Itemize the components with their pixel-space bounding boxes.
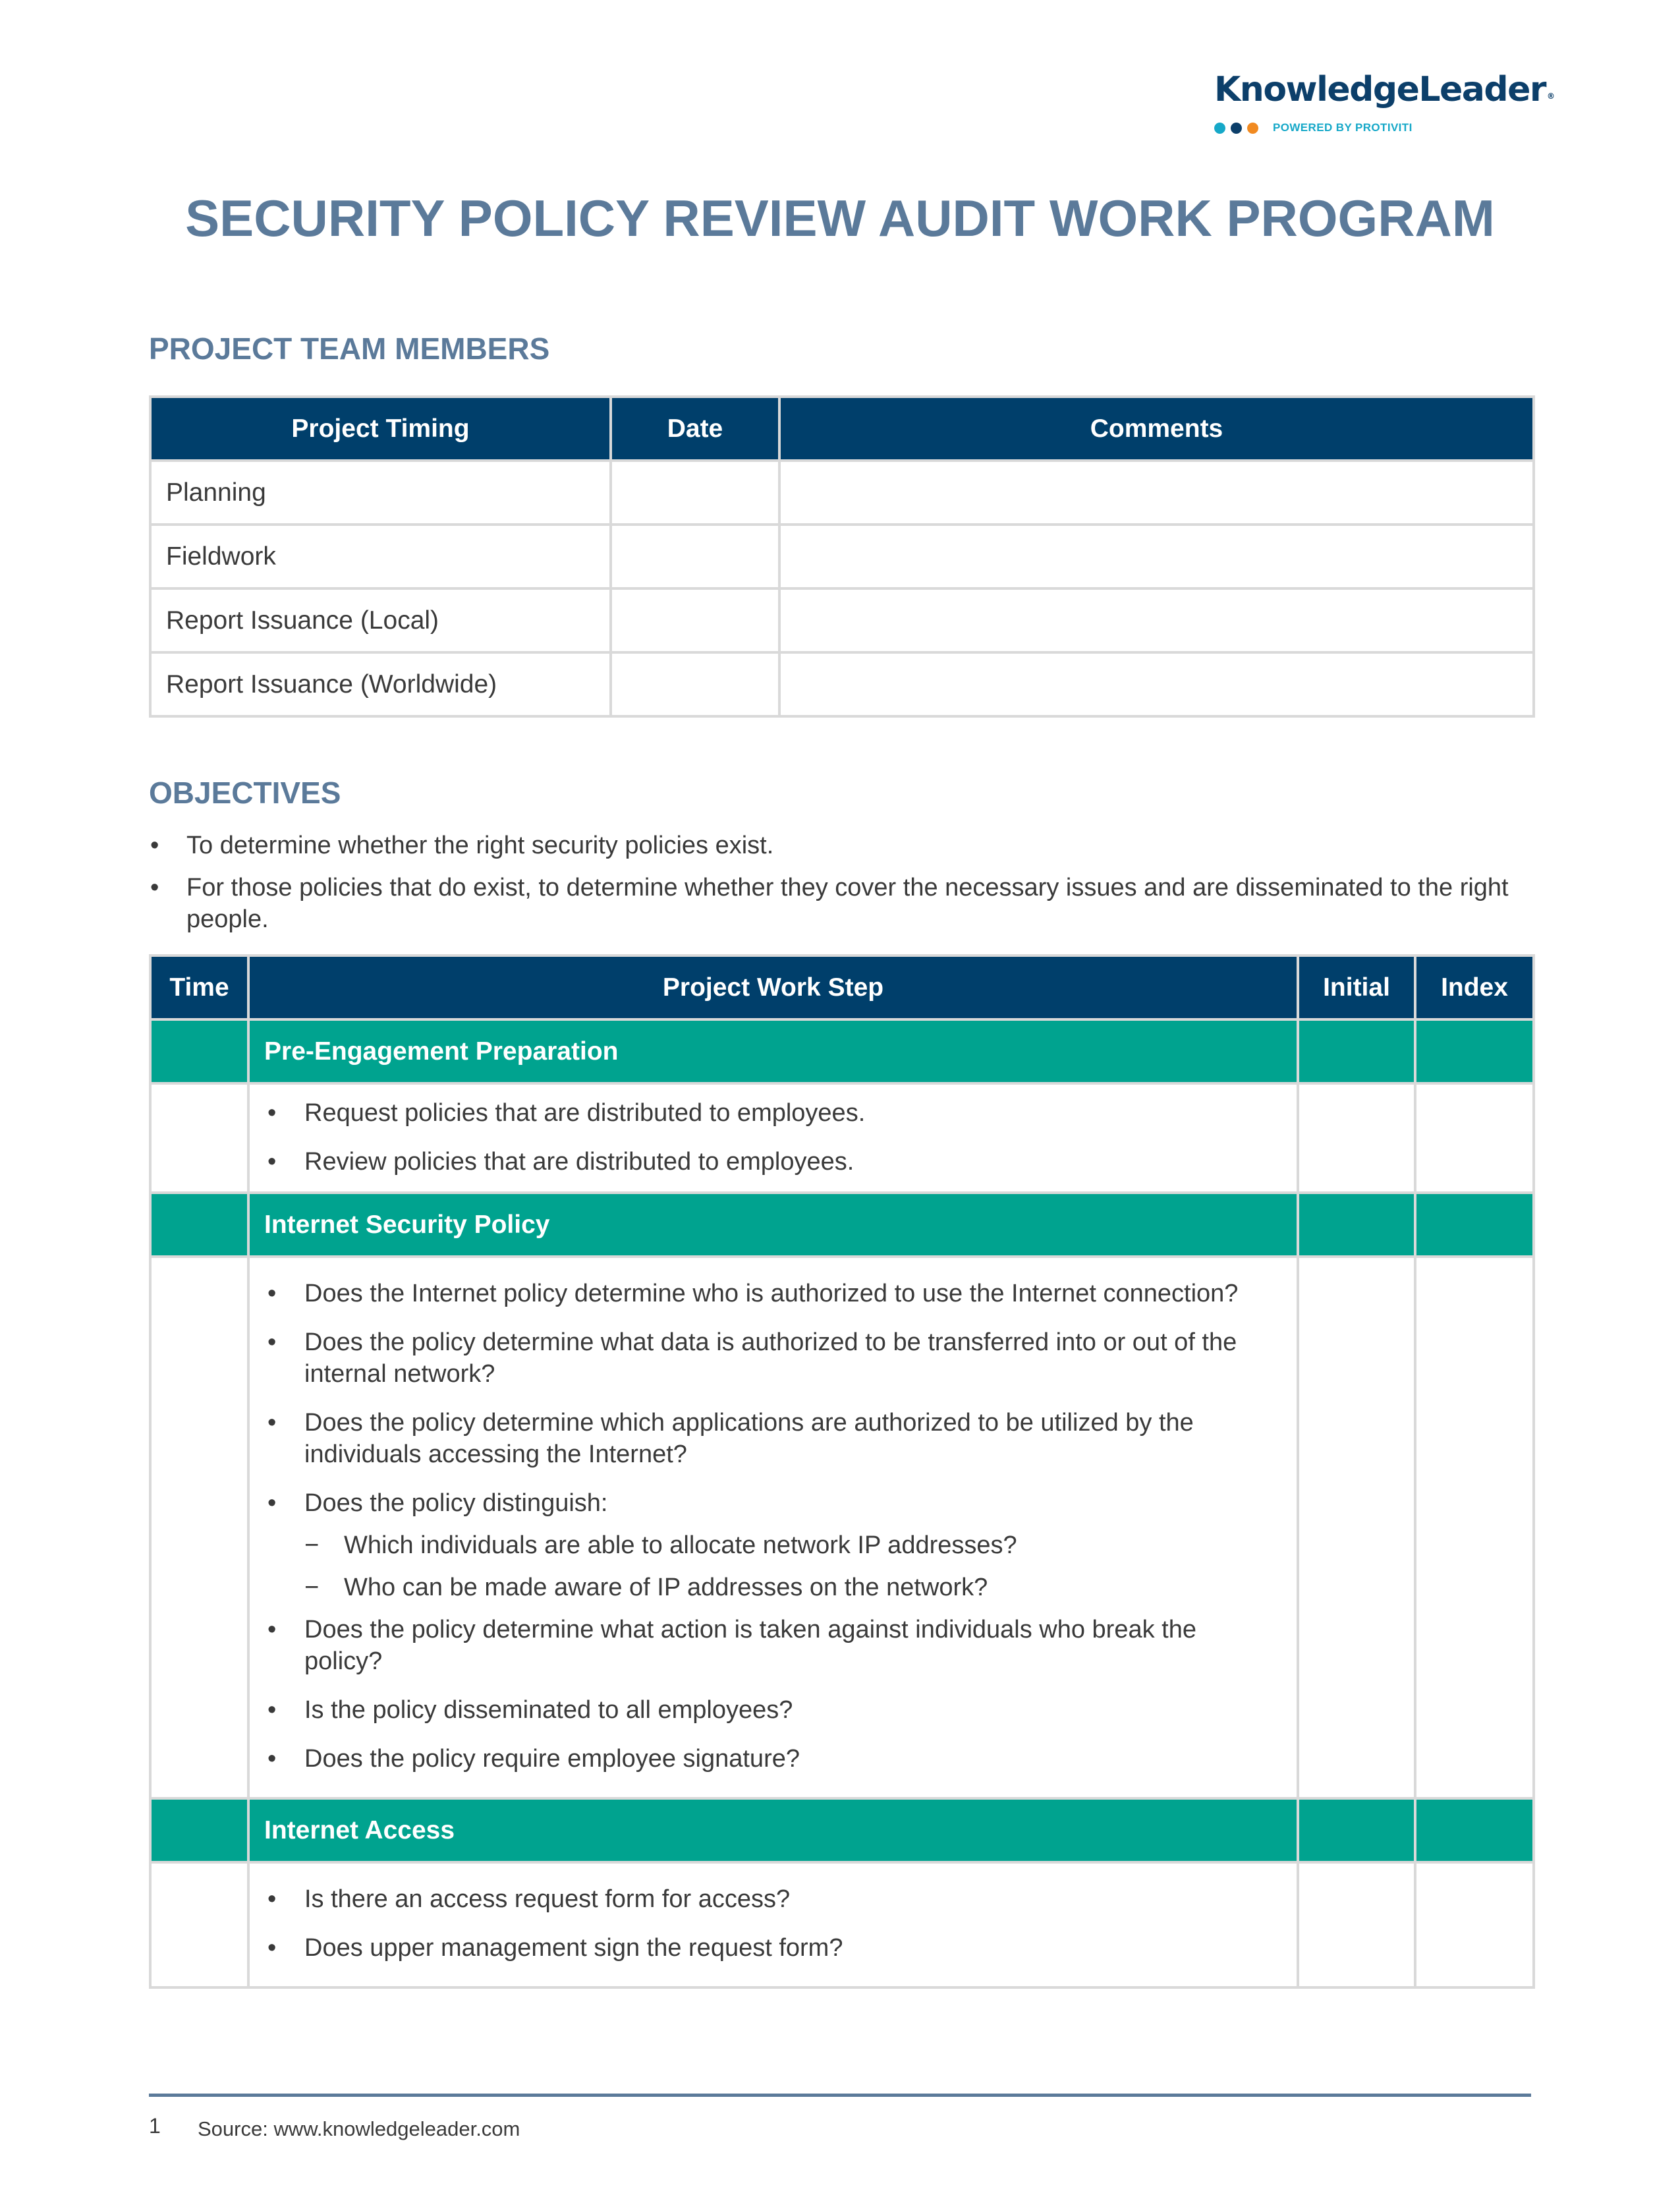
time-cell[interactable]	[150, 1257, 248, 1798]
work-step-item: • Does the policy determine what action is taken against individuals who break the policy?	[250, 1614, 1270, 1677]
logo-tagline-row	[1214, 121, 1530, 134]
timing-cell: Report Issuance (Local)	[150, 588, 611, 652]
logo-dot-teal-icon	[1214, 123, 1225, 134]
knowledgeleader-logo	[1214, 69, 1554, 134]
table-row	[150, 461, 1534, 525]
registered-mark: ®	[1547, 92, 1554, 101]
index-cell[interactable]	[1415, 1193, 1534, 1257]
comments-cell[interactable]	[779, 588, 1534, 652]
work-step-subitem: − Which individuals are able to allocate network IP addresses?	[304, 1529, 1270, 1561]
comments-cell[interactable]	[779, 525, 1534, 588]
column-header-comments: Comments	[779, 397, 1534, 461]
initial-cell[interactable]	[1298, 1257, 1415, 1798]
table-row	[150, 525, 1534, 588]
work-program-header-row	[150, 956, 1534, 1019]
section-row-internet-access	[150, 1798, 1534, 1862]
time-cell[interactable]	[150, 1083, 248, 1193]
work-step-list	[250, 1097, 1297, 1178]
section-title: Pre-Engagement Preparation	[248, 1019, 1298, 1083]
source-note: Source: www.knowledgeleader.com	[198, 2117, 520, 2140]
work-step-item: • Review policies that are distributed to employees.	[250, 1146, 1297, 1178]
objective-item: • For those policies that do exist, to determine whether they cover the necessary issues and are disseminated to the right people.	[150, 872, 1534, 935]
timing-cell: Fieldwork	[150, 525, 611, 588]
index-cell[interactable]	[1415, 1862, 1534, 1987]
column-header-initial: Initial	[1298, 956, 1415, 1019]
work-step-item: • Does upper management sign the request form?	[250, 1932, 1297, 1964]
project-timing-table	[149, 395, 1535, 718]
index-cell[interactable]	[1415, 1019, 1534, 1083]
initial-cell[interactable]	[1298, 1862, 1415, 1987]
logo-wordmark-text: KnowledgeLeader	[1214, 70, 1546, 109]
work-step-item: • Is there an access request form for access?	[250, 1883, 1297, 1915]
work-step-cell	[248, 1257, 1298, 1798]
steps-row	[150, 1257, 1534, 1798]
work-step-item	[250, 1487, 1270, 1603]
work-step-subitem: − Who can be made aware of IP addresses on the network?	[304, 1572, 1270, 1603]
work-step-cell	[248, 1083, 1298, 1193]
date-cell[interactable]	[611, 461, 779, 525]
footer-divider	[149, 2094, 1531, 2097]
section-title: Internet Access	[248, 1798, 1298, 1862]
initial-cell[interactable]	[1298, 1019, 1415, 1083]
index-cell[interactable]	[1415, 1257, 1534, 1798]
work-step-item: • Does the policy require employee signature?	[250, 1743, 1270, 1775]
time-cell[interactable]	[150, 1862, 248, 1987]
work-step-item: • Is the policy disseminated to all employees?	[250, 1694, 1270, 1726]
work-step-item: • Does the Internet policy determine who is authorized to use the Internet connection?	[250, 1278, 1270, 1309]
time-cell[interactable]	[150, 1798, 248, 1862]
work-step-list	[250, 1278, 1270, 1775]
initial-cell[interactable]	[1298, 1798, 1415, 1862]
work-step-item: • Does the policy determine which applications are authorized to be utilized by the individuals accessing the Internet?	[250, 1407, 1270, 1470]
comments-cell[interactable]	[779, 461, 1534, 525]
work-program-table	[149, 954, 1535, 1989]
column-header-project-work-step: Project Work Step	[248, 956, 1298, 1019]
work-step-sublist	[304, 1529, 1270, 1603]
timing-cell: Report Issuance (Worldwide)	[150, 652, 611, 716]
work-step-cell	[248, 1862, 1298, 1987]
objectives-heading: OBJECTIVES	[149, 776, 341, 810]
work-step-list	[250, 1883, 1297, 1964]
table-row	[150, 588, 1534, 652]
initial-cell[interactable]	[1298, 1193, 1415, 1257]
section-title: Internet Security Policy	[248, 1193, 1298, 1257]
index-cell[interactable]	[1415, 1798, 1534, 1862]
time-cell[interactable]	[150, 1193, 248, 1257]
logo-dot-navy-icon	[1231, 123, 1242, 134]
team-section-heading: PROJECT TEAM MEMBERS	[149, 331, 550, 366]
timing-cell: Planning	[150, 461, 611, 525]
date-cell[interactable]	[611, 525, 779, 588]
logo-wordmark	[1214, 69, 1554, 111]
objective-item: • To determine whether the right security policies exist.	[150, 830, 1534, 861]
comments-cell[interactable]	[779, 652, 1534, 716]
document-title: SECURITY POLICY REVIEW AUDIT WORK PROGRAM	[185, 189, 1495, 247]
time-cell[interactable]	[150, 1019, 248, 1083]
initial-cell[interactable]	[1298, 1083, 1415, 1193]
index-cell[interactable]	[1415, 1083, 1534, 1193]
table-row	[150, 652, 1534, 716]
work-step-item: • Request policies that are distributed to employees.	[250, 1097, 1297, 1129]
steps-row	[150, 1083, 1534, 1193]
steps-row	[150, 1862, 1534, 1987]
column-header-project-timing: Project Timing	[150, 397, 611, 461]
column-header-time: Time	[150, 956, 248, 1019]
column-header-index: Index	[1415, 956, 1534, 1019]
objectives-list	[150, 830, 1534, 935]
project-timing-header-row	[150, 397, 1534, 461]
logo-tagline: POWERED BY PROTIVITI	[1273, 121, 1413, 134]
work-step-text: Does the policy distinguish:	[304, 1489, 608, 1517]
logo-dot-orange-icon	[1247, 123, 1258, 134]
date-cell[interactable]	[611, 652, 779, 716]
date-cell[interactable]	[611, 588, 779, 652]
work-step-item: • Does the policy determine what data is authorized to be transferred into or out of the internal network?	[250, 1327, 1270, 1390]
column-header-date: Date	[611, 397, 779, 461]
section-row-pre-engagement	[150, 1019, 1534, 1083]
page-number: 1	[149, 2114, 161, 2138]
section-row-internet-security-policy	[150, 1193, 1534, 1257]
